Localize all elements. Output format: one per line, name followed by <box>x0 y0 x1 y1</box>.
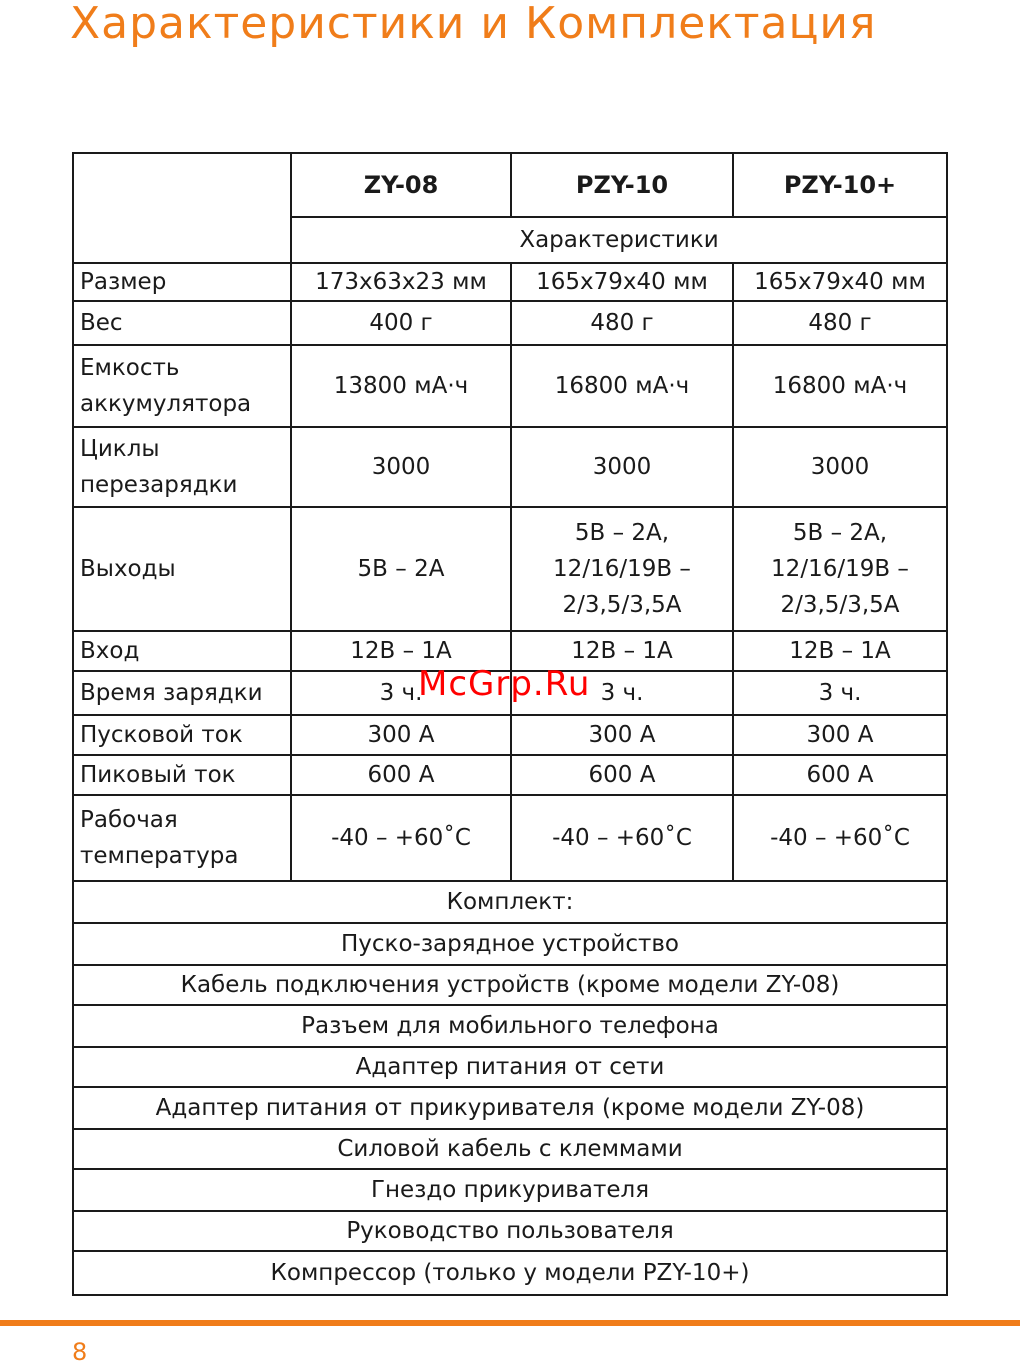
cell-pzy10plus: 3 ч. <box>733 671 947 715</box>
spec-row-capacity <box>73 345 947 427</box>
cell-pzy10: 3 ч. <box>511 671 733 715</box>
cell-pzy10plus: 300 А <box>733 715 947 755</box>
kit-item-row <box>73 1087 947 1129</box>
kit-item: Руководство пользователя <box>73 1211 947 1251</box>
kit-item-row <box>73 1251 947 1295</box>
spec-row-size <box>73 263 947 301</box>
kit-item: Кабель подключения устройств (кроме модели ZY-08) <box>73 965 947 1005</box>
cell-pzy10: 5В – 2А, 12/16/19В – 2/3,5/3,5А <box>511 507 733 631</box>
cell-pzy10: 300 А <box>511 715 733 755</box>
cell-pzy10: 16800 мА·ч <box>511 345 733 427</box>
kit-item: Адаптер питания от прикуривателя (кроме модели ZY-08) <box>73 1087 947 1129</box>
cell-zy08: 3 ч. <box>291 671 511 715</box>
cell-pzy10plus: 480 г <box>733 301 947 345</box>
row-label: Выходы <box>73 507 291 631</box>
spec-row-outputs <box>73 507 947 631</box>
spec-row-temperature <box>73 795 947 881</box>
kit-item-row <box>73 1005 947 1047</box>
kit-item: Компрессор (только у модели PZY-10+) <box>73 1251 947 1295</box>
row-label: Время зарядки <box>73 671 291 715</box>
cell-pzy10plus: 12В – 1А <box>733 631 947 671</box>
cell-pzy10: 600 А <box>511 755 733 795</box>
cell-zy08: 400 г <box>291 301 511 345</box>
model-header-pzy10plus: PZY-10+ <box>733 153 947 217</box>
spec-row-peak-current <box>73 755 947 795</box>
cell-pzy10plus: 3000 <box>733 427 947 507</box>
cell-zy08: 173х63х23 мм <box>291 263 511 301</box>
cell-pzy10plus: 165х79х40 мм <box>733 263 947 301</box>
footer-divider <box>0 1320 1020 1326</box>
spec-row-cycles <box>73 427 947 507</box>
row-label: Пусковой ток <box>73 715 291 755</box>
page-title: Характеристики и Комплектация <box>70 0 877 49</box>
spec-row-start-current <box>73 715 947 755</box>
row-label: Циклы перезарядки <box>73 427 291 507</box>
kit-item-row <box>73 1129 947 1169</box>
model-header-pzy10: PZY-10 <box>511 153 733 217</box>
kit-item-row <box>73 1169 947 1211</box>
kit-title-row <box>73 881 947 923</box>
row-label: Размер <box>73 263 291 301</box>
model-header-zy08: ZY-08 <box>291 153 511 217</box>
cell-pzy10plus: 5В – 2А, 12/16/19В – 2/3,5/3,5А <box>733 507 947 631</box>
cell-zy08: 3000 <box>291 427 511 507</box>
kit-item-row <box>73 923 947 965</box>
cell-zy08: 5В – 2А <box>291 507 511 631</box>
cell-pzy10: 480 г <box>511 301 733 345</box>
cell-pzy10plus: 600 А <box>733 755 947 795</box>
row-label: Емкость аккумулятора <box>73 345 291 427</box>
watermark: McGrp.Ru <box>418 664 591 704</box>
cell-pzy10plus: 16800 мА·ч <box>733 345 947 427</box>
row-label: Вход <box>73 631 291 671</box>
cell-pzy10: 165х79х40 мм <box>511 263 733 301</box>
kit-item: Адаптер питания от сети <box>73 1047 947 1087</box>
kit-item: Силовой кабель с клеммами <box>73 1129 947 1169</box>
cell-zy08: 600 А <box>291 755 511 795</box>
cell-zy08: 300 А <box>291 715 511 755</box>
row-label: Вес <box>73 301 291 345</box>
spec-table <box>72 152 948 1296</box>
cell-pzy10: -40 – +60˚С <box>511 795 733 881</box>
header-corner-cell <box>73 153 291 263</box>
header-row <box>73 153 947 217</box>
cell-pzy10: 12В – 1А <box>511 631 733 671</box>
kit-item-row <box>73 1047 947 1087</box>
kit-item: Гнездо прикуривателя <box>73 1169 947 1211</box>
cell-pzy10plus: -40 – +60˚С <box>733 795 947 881</box>
kit-item: Пуско-зарядное устройство <box>73 923 947 965</box>
cell-zy08: 12В – 1А <box>291 631 511 671</box>
section-specs-heading: Характеристики <box>291 217 947 263</box>
row-label: Пиковый ток <box>73 755 291 795</box>
kit-item: Разъем для мобильного телефона <box>73 1005 947 1047</box>
cell-zy08: 13800 мА·ч <box>291 345 511 427</box>
cell-pzy10: 3000 <box>511 427 733 507</box>
row-label: Рабочая температура <box>73 795 291 881</box>
kit-item-row <box>73 1211 947 1251</box>
page-number: 8 <box>72 1338 88 1366</box>
kit-title: Комплект: <box>73 881 947 923</box>
spec-row-weight <box>73 301 947 345</box>
cell-zy08: -40 – +60˚С <box>291 795 511 881</box>
kit-item-row <box>73 965 947 1005</box>
